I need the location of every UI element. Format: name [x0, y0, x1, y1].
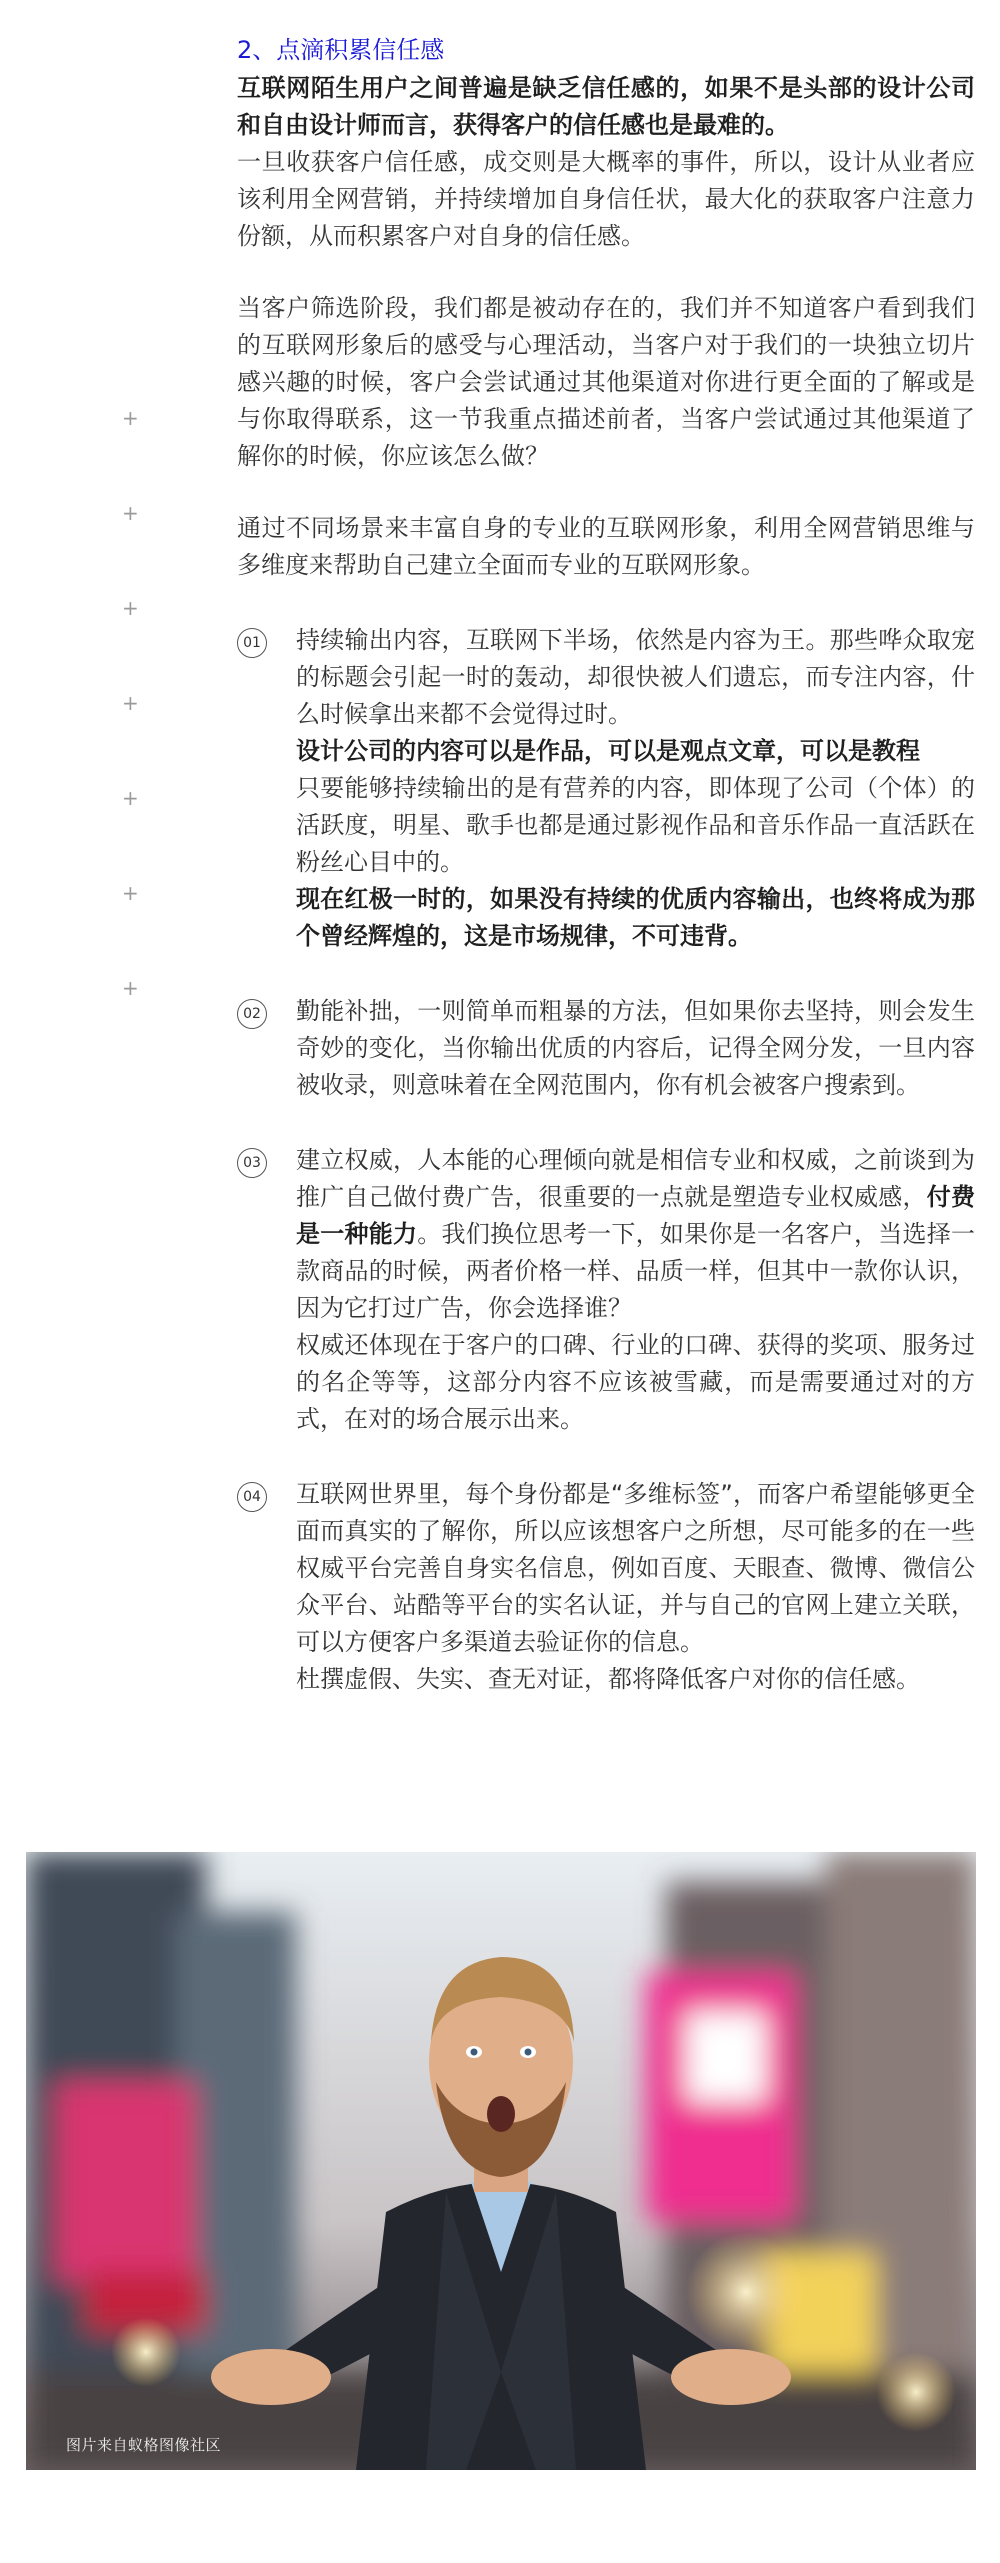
item-number-badge: 04 — [237, 1482, 267, 1512]
photo-illustration — [26, 1852, 976, 2470]
list-item — [237, 993, 975, 1104]
item-number-badge: 02 — [237, 999, 267, 1029]
paragraph-online-image: 通过不同场景来丰富自身的专业的互联网形象，利用全网营销思维与多维度来帮助自己建立全面而专业的互联网形象。 — [237, 514, 975, 579]
item-text: 勤能补拙，一则简单而粗暴的方法，但如果你去坚持，则会发生奇妙的变化，当你输出优质的内容后，记得全网分发，一旦内容被收录，则意味着在全网范围内，你有机会被客户搜索到。 — [296, 997, 975, 1099]
section-title: 2、点滴积累信任感 — [237, 36, 445, 64]
list-item — [237, 622, 975, 955]
item-text: 权威还体现在于客户的口碑、行业的口碑、获得的奖项、服务过的名企等等，这部分内容不应该被雪藏，而是需要通过对的方式，在对的场合展示出来。 — [296, 1331, 975, 1433]
plus-marker: + — [122, 691, 139, 715]
item-text — [296, 1142, 975, 1327]
image-caption: 图片来自蚁格图像社区 — [66, 2436, 222, 2454]
item-number-badge: 01 — [237, 628, 267, 658]
article-photo — [26, 1852, 976, 2470]
plus-marker: + — [122, 596, 139, 620]
plus-marker: + — [122, 406, 139, 430]
item-text: 只要能够持续输出的是有营养的内容，即体现了公司（个体）的活跃度，明星、歌手也都是通过影视作品和音乐作品一直活跃在粉丝心目中的。 — [296, 774, 975, 876]
plus-marker: + — [122, 881, 139, 905]
intro-bold-paragraph: 互联网陌生用户之间普遍是缺乏信任感的，如果不是头部的设计公司和自由设计师而言，获得客户的信任感也是最难的。 — [237, 74, 975, 139]
plus-marker: + — [122, 976, 139, 1000]
item-bold-text: 现在红极一时的，如果没有持续的优质内容输出，也终将成为那个曾经辉煌的，这是市场规律，不可违背。 — [296, 885, 975, 950]
paragraph-customer-screening: 当客户筛选阶段，我们都是被动存在的，我们并不知道客户看到我们的互联网形象后的感受与心理活动，当客户对于我们的一块独立切片感兴趣的时候，客户会尝试通过其他渠道对你进行更全面的了解或是与你取得联系，这一节我重点描述前者，当客户尝试通过其他渠道了解你的时候，你应该怎么做？ — [237, 294, 975, 470]
item-text-part: 。我们换位思考一下，如果你是一名客户，当选择一款商品的时候，两者价格一样、品质一样，但其中一款你认识，因为它打过广告，你会选择谁？ — [296, 1220, 975, 1322]
item-text: 持续输出内容，互联网下半场，依然是内容为王。那些哗众取宠的标题会引起一时的轰动，却很快被人们遗忘，而专注内容，什么时候拿出来都不会觉得过时。 — [296, 626, 975, 728]
list-item — [237, 1142, 975, 1438]
intro-paragraph: 一旦收获客户信任感，成交则是大概率的事件，所以，设计从业者应该利用全网营销，并持续增加自身信任状，最大化的获取客户注意力份额，从而积累客户对自身的信任感。 — [237, 148, 975, 250]
item-bold-text: 设计公司的内容可以是作品，可以是观点文章，可以是教程 — [296, 737, 920, 765]
item-number-badge: 03 — [237, 1148, 267, 1178]
item-text-part: 建立权威，人本能的心理倾向就是相信专业和权威，之前谈到为推广自己做付费广告，很重要的一点就是塑造专业权威感， — [296, 1146, 975, 1211]
list-item — [237, 1476, 975, 1698]
article-section — [237, 30, 975, 1698]
plus-marker: + — [122, 501, 139, 525]
item-text: 互联网世界里，每个身份都是“多维标签”，而客户希望能够更全面而真实的了解你，所以应该想客户之所想，尽可能多的在一些权威平台完善自身实名信息，例如百度、天眼查、微博、微信公众平台、站酷等平台的实名认证，并与自己的官网上建立关联，可以方便客户多渠道去验证你的信息。 — [296, 1480, 975, 1656]
item-text: 杜撰虚假、失实、查无对证，都将降低客户对你的信任感。 — [296, 1665, 920, 1693]
plus-marker: + — [122, 786, 139, 810]
item-bold-inline: 付费是一种能力 — [296, 1183, 976, 1248]
